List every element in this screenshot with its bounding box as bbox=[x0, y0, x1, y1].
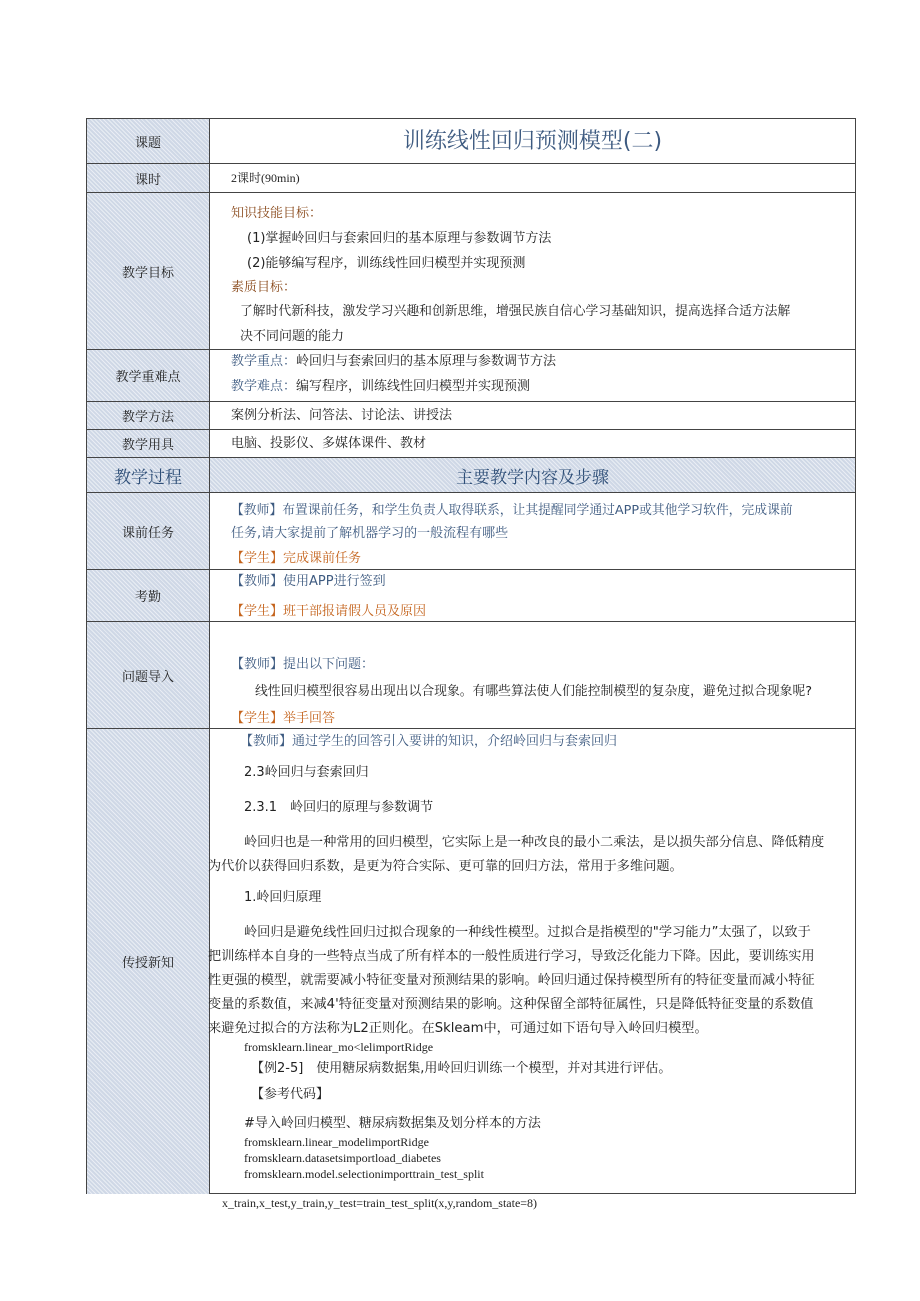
paragraph-2-line-5: 来避免过拟合的方法称为L2正则化。在Skleam中，可通过如下语句导入岭回归模型。 bbox=[208, 1021, 708, 1036]
paragraph-1-line-2: 为代价以获得回归系数，是更为符合实际、更可靠的回归方法，常用于多维问题。 bbox=[208, 859, 683, 874]
code-comment: #导入岭回归模型、糖尿病数据集及划分样本的方法 bbox=[244, 1116, 541, 1131]
teaching-teacher: 【教师】通过学生的回答引入要讲的知识，介绍岭回归与套索回归 bbox=[240, 734, 618, 749]
paragraph-2-line-3: 性更强的模型，就需要减小特征变量对预测结果的影响。岭回归通过保持模型所有的特征变量而减小特征 bbox=[208, 973, 815, 988]
method-value: 案例分析法、问答法、讨论法、讲授法 bbox=[231, 408, 453, 423]
label-teaching: 传授新知 bbox=[87, 729, 210, 1194]
label-topic: 课题 bbox=[87, 119, 210, 163]
row-tools bbox=[87, 430, 855, 458]
process-header-right-cell bbox=[210, 458, 855, 492]
lesson-title: 训练线性回归预测模型(二) bbox=[402, 129, 663, 154]
process-header-right: 主要教学内容及步骤 bbox=[456, 467, 609, 488]
pretask-student: 【学生】完成课前任务 bbox=[231, 551, 362, 566]
knowledge-heading: 知识技能目标： bbox=[231, 206, 323, 221]
quality-heading: 素质目标： bbox=[231, 280, 297, 295]
label-attendance: 考勤 bbox=[87, 570, 210, 621]
row-topic bbox=[87, 119, 855, 164]
paragraph-2-line-4: 变量的系数值，来减4'特征变量对预测结果的影响。这种保留全部特征属性，只是降低特征变量的系数值 bbox=[208, 997, 814, 1012]
row-intro bbox=[87, 622, 855, 729]
code-import-ridge: fromsklearn.linear_mo<lelimportRidge bbox=[244, 1040, 434, 1054]
label-keypoints: 教学重难点 bbox=[87, 350, 210, 401]
section-2-3-1: 2.3.1 岭回归的原理与参数调节 bbox=[244, 800, 434, 815]
key-point-label: 教学重点： bbox=[231, 354, 297, 369]
difficult-point-text: 编写程序，训练线性回归模型并实现预测 bbox=[296, 379, 531, 394]
difficult-point bbox=[231, 378, 530, 396]
label-hours: 课时 bbox=[87, 164, 210, 192]
label-pretask: 课前任务 bbox=[87, 493, 210, 569]
code-line-1: fromsklearn.linear_modelimportRidge bbox=[244, 1135, 429, 1149]
attendance-teacher: 【教师】使用APP进行签到 bbox=[231, 574, 386, 589]
row-attendance bbox=[87, 570, 855, 622]
label-method: 教学方法 bbox=[87, 402, 210, 429]
quality-line-2: 决不同问题的能力 bbox=[240, 329, 345, 344]
difficult-point-label: 教学难点： bbox=[231, 379, 297, 394]
lesson-plan-table bbox=[86, 118, 856, 1194]
paragraph-2-line-2: 把训练样本自身的一些特点当成了所有样本的一般性质进行学习，导致泛化能力下降。因此，要训练实用 bbox=[208, 949, 815, 964]
key-point-text: 岭回归与套索回归的基本原理与参数调节方法 bbox=[296, 354, 557, 369]
section-2-3: 2.3岭回归与套索回归 bbox=[244, 765, 369, 780]
knowledge-item-2: (2)能够编写程序，训练线性回归模型并实现预测 bbox=[247, 256, 526, 271]
example-2-5: 【例2-5] 使用糖尿病数据集,用岭回归训练一个模型，并对其进行评估。 bbox=[251, 1061, 672, 1076]
intro-teacher: 【教师】提出以下问题： bbox=[231, 657, 375, 672]
subheading-ridge-principle: 1.岭回归原理 bbox=[244, 890, 322, 905]
row-method bbox=[87, 402, 855, 430]
label-goals: 教学目标 bbox=[87, 193, 210, 349]
intro-question: 线性回归模型很容易出现出以合现象。有哪些算法使人们能控制模型的复杂度，避免过拟合现象呢? bbox=[255, 684, 813, 699]
tools-value: 电脑、投影仪、多媒体课件、教材 bbox=[231, 436, 427, 451]
row-goals bbox=[87, 193, 855, 350]
attendance-student: 【学生】班干部报请假人员及原因 bbox=[231, 604, 427, 619]
paragraph-1-line-1: 岭回归也是一种常用的回归模型，它实际上是一种改良的最小二乘法，是以损失部分信息、降低精度 bbox=[244, 835, 825, 850]
key-point bbox=[231, 353, 556, 371]
row-process-header bbox=[87, 458, 855, 493]
code-line-3: fromsklearn.model.selectionimporttrain_test_split bbox=[244, 1167, 484, 1181]
reference-code-label: 【参考代码】 bbox=[251, 1087, 330, 1102]
paragraph-2-line-1: 岭回归是避免线性回归过拟合现象的一种线性模型。过拟合是指模型的"学习能力”太强了，以致于 bbox=[244, 925, 811, 940]
intro-student: 【学生】举手回答 bbox=[231, 711, 336, 726]
pretask-teacher-line-1: 【教师】布置课前任务，和学生负责人取得联系，让其提醒同学通过APP或其他学习软件，完成课前 bbox=[231, 503, 793, 518]
row-keypoints bbox=[87, 350, 855, 402]
row-pretask bbox=[87, 493, 855, 570]
code-line-outside-table: x_train,x_test,y_train,y_test=train_test_split(x,y,random_state=8) bbox=[222, 1196, 538, 1210]
row-teaching bbox=[87, 729, 855, 1194]
pretask-teacher-line-2: 任务,请大家提前了解机器学习的一般流程有哪些 bbox=[231, 526, 509, 541]
code-line-2: fromsklearn.datasetsimportload_diabetes bbox=[244, 1151, 441, 1165]
hours-value: 2课时(90min) bbox=[231, 171, 300, 185]
label-intro: 问题导入 bbox=[87, 622, 210, 728]
knowledge-item-1: (1)掌握岭回归与套索回归的基本原理与参数调节方法 bbox=[247, 231, 552, 246]
process-header-left: 教学过程 bbox=[87, 458, 210, 492]
quality-line-1: 了解时代新科技，激发学习兴趣和创新思维，增强民族自信心学习基础知识，提高选择合适方法解 bbox=[240, 304, 791, 319]
label-tools: 教学用具 bbox=[87, 430, 210, 457]
row-hours bbox=[87, 164, 855, 193]
